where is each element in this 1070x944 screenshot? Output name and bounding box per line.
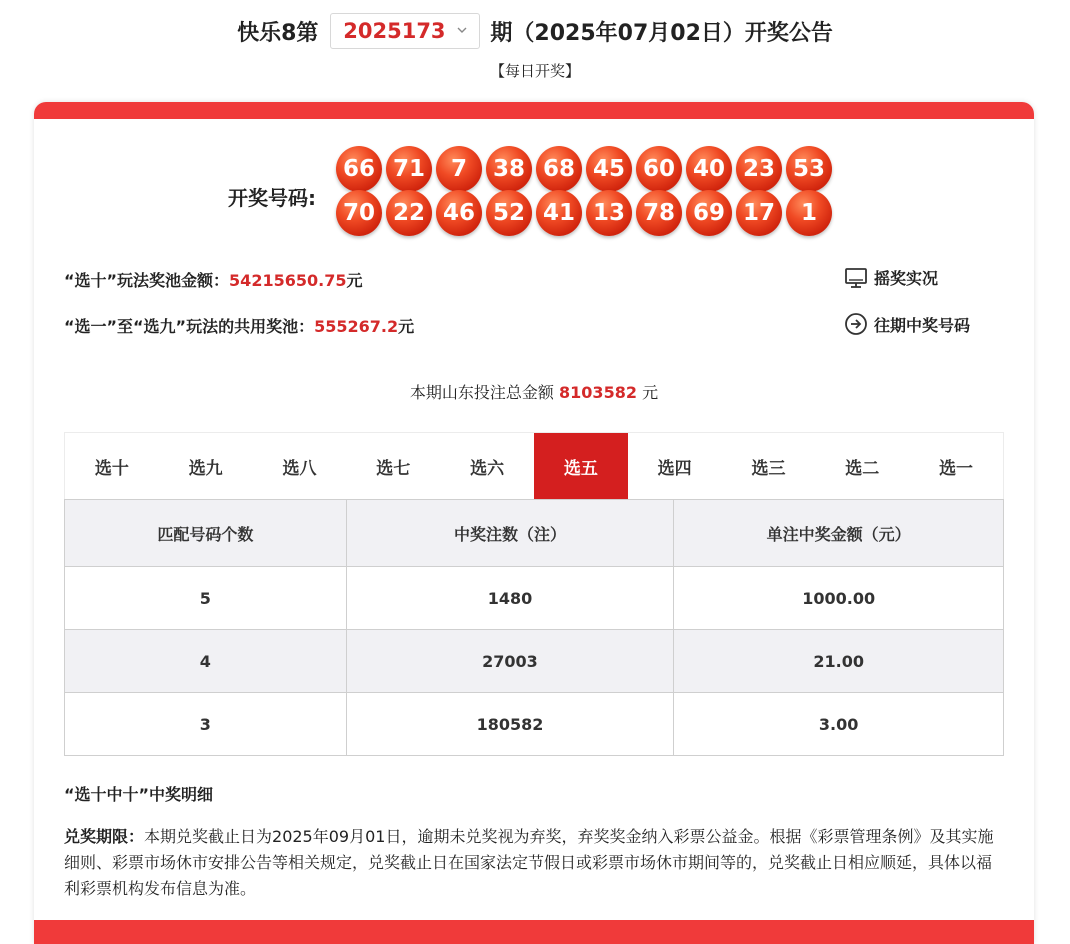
draw-ball: 71 [386,146,432,192]
subtitle: 【每日开奖】 [489,62,580,80]
prize-amount-cell: 21.00 [674,630,1004,693]
pool-ten-unit: 元 [346,271,363,290]
tab-play-type[interactable]: 选一 [939,458,974,479]
title-row [0,12,1070,50]
table-row [65,693,1004,756]
pool-shared-amount: 555267.2 [314,317,399,336]
notice-text: 本期兑奖截止日为2025年09月01日，逾期未兑奖视为弃奖，弃奖奖金纳入彩票公益金。根据《彩票管理条例》及其实施细则、彩票市场休市安排公告等相关规定，兑奖截止日在国家法定节假日或彩票市场休市期间等的，兑奖截止日相应顺延，具体以福利彩票机构发布信息为准。 [64,827,994,898]
prize-amount-cell: 3.00 [674,693,1004,756]
prize-table [64,499,1004,756]
total-bet-amount: 8103582 [559,383,637,402]
title-prefix: 快乐8第 [237,20,319,46]
draw-balls [336,146,836,236]
arrow-circle-right-icon [844,312,868,336]
past-numbers-link[interactable] [844,312,970,336]
tab-play-type[interactable]: 选九 [188,458,223,479]
draw-ball: 40 [686,146,732,192]
table-header-row [65,500,1004,567]
page-header [0,0,1070,100]
live-draw-label: 摇奖实况 [874,269,939,288]
tab-play-type[interactable]: 选七 [376,458,411,479]
draw-ball: 1 [786,190,832,236]
draw-ball: 69 [686,190,732,236]
draw-ball: 46 [436,190,482,236]
draw-ball: 53 [786,146,832,192]
draw-ball: 23 [736,146,782,192]
draw-ball: 41 [536,190,582,236]
draw-numbers-label: 开奖号码: [228,186,316,210]
table-row [65,567,1004,630]
chevron-down-icon [455,23,469,37]
tab-play-type[interactable]: 选十 [94,458,129,479]
header-match-count: 匹配号码个数 [65,500,347,567]
match-count-cell: 5 [65,567,347,630]
winning-bets-cell: 27003 [346,630,674,693]
play-type-tabs [64,432,1004,500]
pool-shared-line [64,314,414,337]
tab-play-type[interactable]: 选六 [470,458,505,479]
draw-ball: 70 [336,190,382,236]
notice-label: 兑奖期限： [64,827,145,846]
match-count-cell: 4 [65,630,347,693]
draw-ball: 45 [586,146,632,192]
card-bottom-bar [34,920,1034,944]
live-draw-link[interactable] [844,266,938,289]
draw-ball: 22 [386,190,432,236]
draw-ball: 78 [636,190,682,236]
draw-ball: 13 [586,190,632,236]
match-count-cell: 3 [65,693,347,756]
draw-ball: 68 [536,146,582,192]
header-prize-amount: 单注中奖金额（元） [674,500,1004,567]
tab-play-type[interactable]: 选五 [534,433,628,499]
redemption-notice [64,824,1004,902]
tab-play-type[interactable]: 选三 [751,458,786,479]
total-bet-line [34,380,1034,403]
card-top-bar [34,102,1034,119]
winning-bets-cell: 180582 [346,693,674,756]
ten-of-ten-detail-link[interactable]: “选十中十”中奖明细 [64,785,214,804]
tab-play-type[interactable]: 选八 [282,458,317,479]
pool-shared-unit: 元 [398,317,415,336]
pool-ten-amount: 54215650.75 [229,271,347,290]
pool-shared-label: “选一”至“选九”玩法的共用奖池： [64,317,315,336]
prize-amount-cell: 1000.00 [674,567,1004,630]
draw-ball: 7 [436,146,482,192]
draw-result-card [34,102,1034,944]
monitor-icon [844,267,868,289]
tab-play-type[interactable]: 选四 [657,458,692,479]
pool-ten-label: “选十”玩法奖池金额： [64,271,230,290]
title-suffix: 期（2025年07月02日）开奖公告 [490,20,833,46]
draw-ball: 17 [736,190,782,236]
issue-select[interactable] [330,13,480,49]
total-bet-prefix: 本期山东投注总金额 [409,383,554,402]
pool-ten-line [64,268,362,291]
draw-ball: 60 [636,146,682,192]
header-winning-bets: 中奖注数（注） [346,500,674,567]
draw-ball: 52 [486,190,532,236]
past-numbers-label: 往期中奖号码 [874,315,971,335]
draw-ball: 66 [336,146,382,192]
winning-bets-cell: 1480 [346,567,674,630]
issue-number: 2025173 [343,19,446,43]
total-bet-unit: 元 [642,383,659,402]
table-row [65,630,1004,693]
tab-play-type[interactable]: 选二 [845,458,880,479]
draw-ball: 38 [486,146,532,192]
